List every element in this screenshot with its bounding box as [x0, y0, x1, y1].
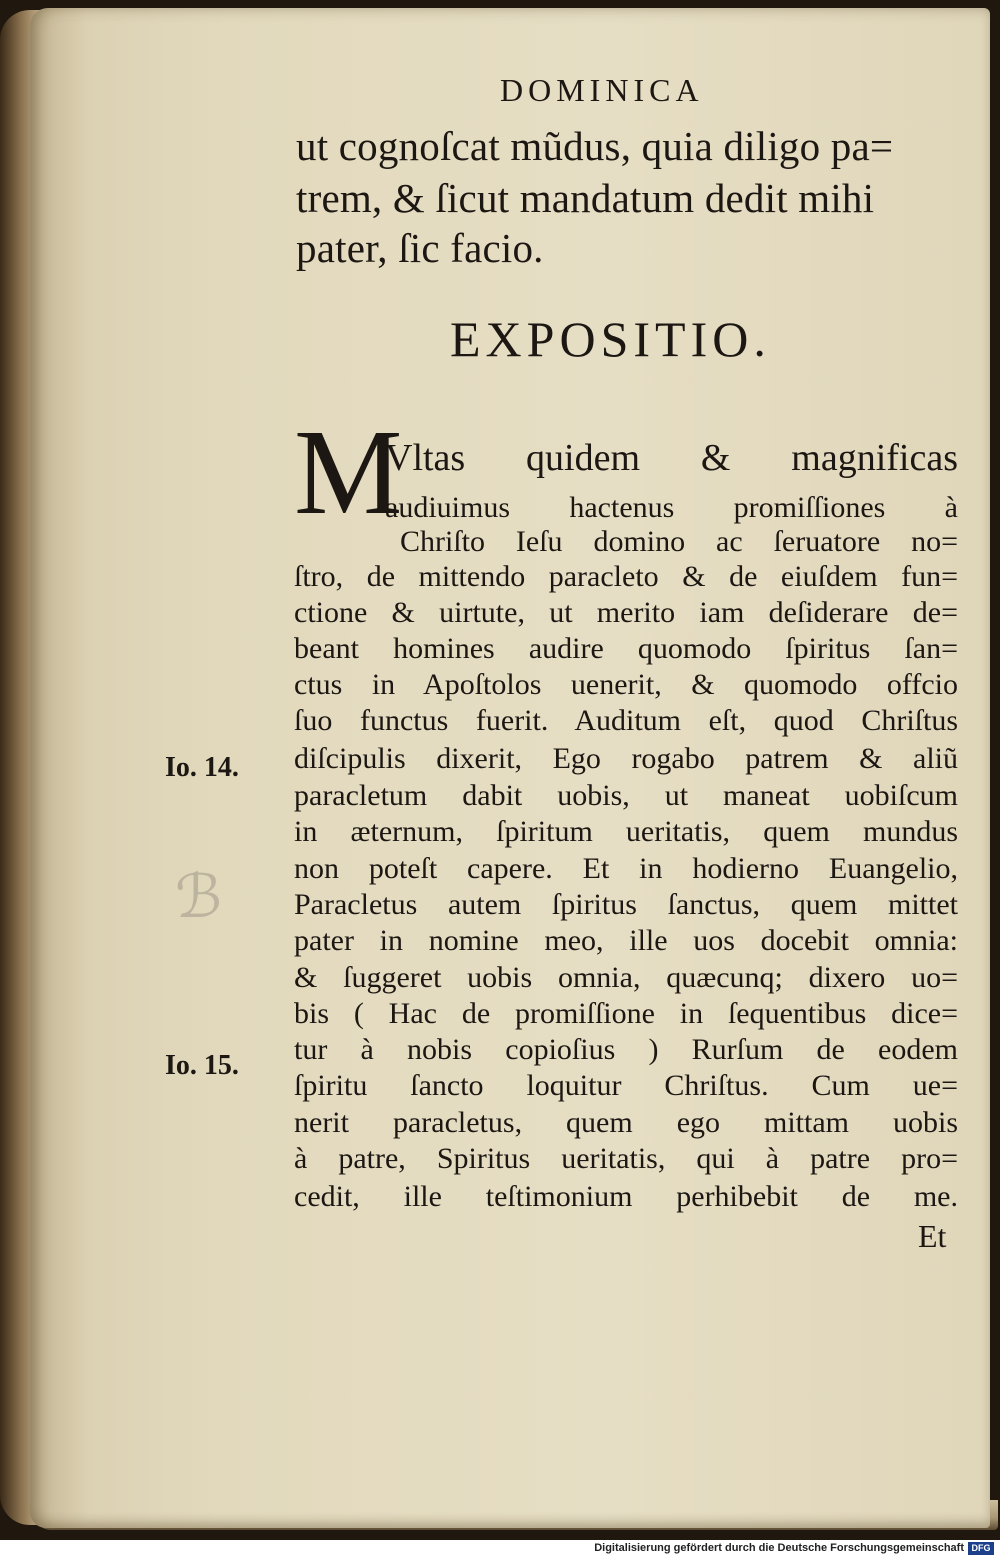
gospel-line-1: ut cognoſcat mũdus, quia diligo pa= [296, 123, 894, 169]
drop-cap-initial: M [294, 405, 403, 540]
body-line: bis ( Hac de promiſſione in ſequentibus dice= [294, 997, 958, 1030]
body-line: tur à nobis copioſius ) Rurſum de eodem [294, 1033, 958, 1066]
body-line: Paracletus autem ſpiritus ſanctus, quem mittet [294, 888, 958, 921]
dfg-logo: DFG [968, 1542, 994, 1555]
body-line: ſtro, de mittendo paracleto & de eiuſdem fun= [294, 560, 958, 593]
pencil-mark: ℬ [175, 862, 223, 932]
gospel-line-2: trem, & ſicut mandatum dedit mihi [296, 175, 875, 221]
body-line: cedit, ille teſtimonium perhibebit de me. [294, 1180, 958, 1213]
body-line: diſcipulis dixerit, Ego rogabo patrem & aliũ [294, 742, 958, 775]
running-head: DOMINICA [500, 72, 704, 108]
marginal-note-io-14: Io. 14. [165, 752, 239, 783]
body-line: ſuo functus fuerit. Auditum eſt, quod Chriſtus [294, 704, 958, 737]
body-line: ſpiritu ſancto loquitur Chriſtus. Cum ue= [294, 1069, 958, 1102]
footer-credit: Digitalisierung gefördert durch die Deutsche Forschungsgemeinschaft [594, 1542, 964, 1554]
body-line: beant homines audire quomodo ſpiritus ſan= [294, 632, 958, 665]
body-line: à patre, Spiritus ueritatis, qui à patre pro= [294, 1142, 958, 1175]
body-line: ctus in Apoſtolos uenerit, & quomodo offcio [294, 668, 958, 701]
catchword: Et [918, 1218, 947, 1254]
body-line: ctione & uirtute, ut merito iam deſiderare de= [294, 596, 958, 629]
body-line: Vltas quidem & magnificas [385, 437, 958, 479]
body-line: in æternum, ſpiritum ueritatis, quem mundus [294, 815, 958, 848]
body-line: audiuimus hactenus promiſſiones à [385, 491, 958, 524]
gospel-line-3: pater, ſic facio. [296, 225, 544, 271]
body-line: pater in nomine meo, ille uos docebit omnia: [294, 924, 958, 957]
body-line: & ſuggeret uobis omnia, quæcunq; dixero uo= [294, 961, 958, 994]
body-line: paracletum dabit uobis, ut maneat uobiſcum [294, 779, 958, 812]
marginal-note-io-15: Io. 15. [165, 1050, 239, 1081]
section-heading: EXPOSITIO. [450, 311, 771, 367]
body-line: nerit paracletus, quem ego mittam uobis [294, 1106, 958, 1139]
body-line: non poteſt capere. Et in hodierno Euangelio, [294, 852, 958, 885]
body-line: Chriſto Ieſu domino ac ſeruatore no= [400, 525, 958, 558]
